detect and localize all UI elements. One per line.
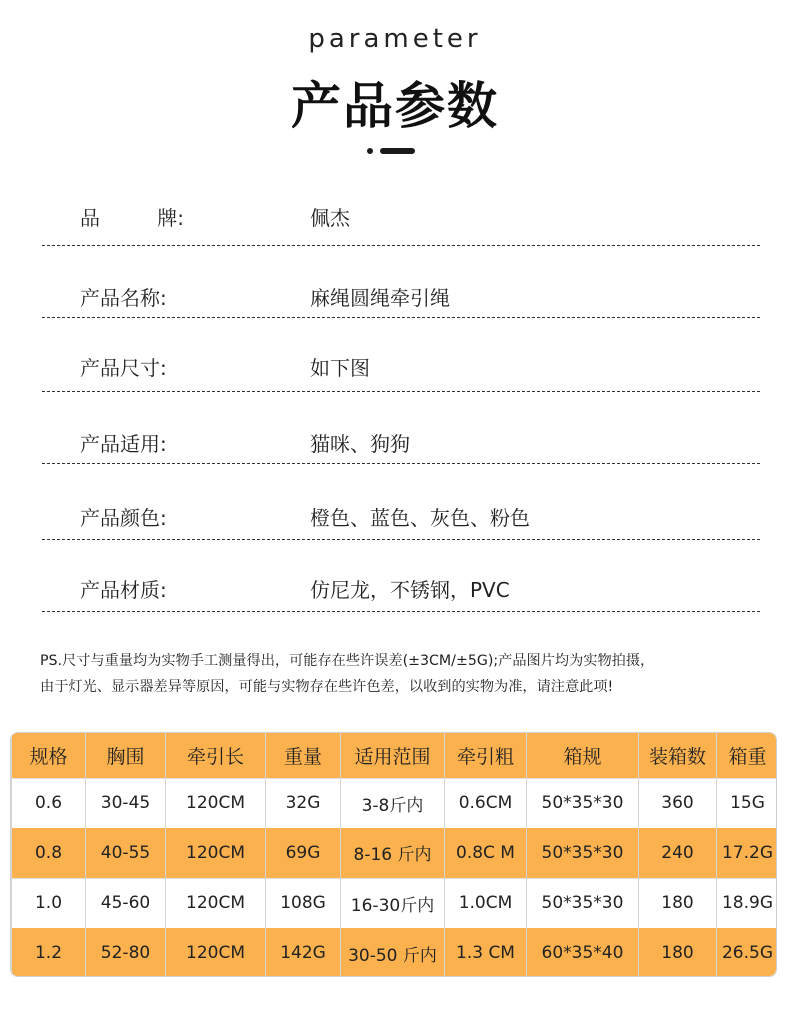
table-header-cell: 牵引粗 [445,733,527,778]
table-row [12,878,778,928]
param-label: 产品名称: [80,286,167,310]
table-header-cell: 重量 [266,733,341,778]
table-cell: 0.6 [12,778,86,828]
page-subtitle: parameter [308,24,482,54]
table-header-cell: 牵引长 [166,733,266,778]
param-row-color [42,464,760,540]
table-header-cell: 箱重 [717,733,778,778]
table-cell: 17.2G [717,828,778,878]
table-cell: 32G [266,778,341,828]
table-cell: 120CM [166,828,266,878]
table-cell: 120CM [166,878,266,928]
param-row-usage [42,392,760,464]
param-row-brand [42,172,760,246]
param-value: 猫咪、狗狗 [310,432,410,456]
page-title: 产品参数 [291,77,499,135]
table-header-cell: 规格 [12,733,86,778]
table-cell: 18.9G [717,878,778,928]
table-cell: 360 [639,778,717,828]
param-label: 产品适用: [80,432,167,456]
param-label-part: 品 [80,206,100,230]
table-cell: 50*35*30 [527,778,639,828]
table-cell: 180 [639,928,717,977]
param-label: 产品颜色: [80,506,167,530]
table-header-row [12,733,778,778]
table-cell: 1.0CM [445,878,527,928]
param-label [80,202,184,231]
table-cell: 50*35*30 [527,878,639,928]
param-row-name [42,246,760,318]
table-cell: 60*35*40 [527,928,639,977]
param-label-part: 牌: [157,206,184,230]
table-row [12,828,778,878]
table-cell: 16-30斤内 [341,878,445,928]
table-cell: 69G [266,828,341,878]
table-cell: 142G [266,928,341,977]
table-cell: 0.8 [12,828,86,878]
param-value: 佩杰 [310,206,350,230]
table-row [12,928,778,977]
param-label: 产品尺寸: [80,356,167,380]
table-cell: 30-50 斤内 [341,928,445,977]
param-row-material [42,540,760,612]
title-decoration [367,148,417,154]
table-cell: 0.6CM [445,778,527,828]
table-cell: 8-16 斤内 [341,828,445,878]
table-header-cell: 箱规 [527,733,639,778]
table-cell: 15G [717,778,778,828]
parameter-list [42,172,760,612]
param-value: 麻绳圆绳牵引绳 [310,286,450,310]
table-cell: 1.0 [12,878,86,928]
table-cell: 1.2 [12,928,86,977]
table-header-cell: 装箱数 [639,733,717,778]
table-cell: 180 [639,878,717,928]
table-cell: 0.8C M [445,828,527,878]
table-cell: 108G [266,878,341,928]
table-cell: 40-55 [86,828,166,878]
table-cell: 30-45 [86,778,166,828]
note-line: PS.尺寸与重量均为实物手工测量得出，可能存在些许误差(±3CM/±5G);产品图片均为实物拍摄， [40,653,655,669]
table-cell: 26.5G [717,928,778,977]
table-cell: 3-8斤内 [341,778,445,828]
param-value: 如下图 [310,356,370,380]
note-line: 由于灯光、显示器差异等原因，可能与实物存在些许色差，以收到的实物为准，请注意此项! [40,679,614,695]
spec-table [10,732,777,977]
param-label: 产品材质: [80,578,167,602]
param-value: 仿尼龙，不锈钢，PVC [310,578,510,602]
table-cell: 240 [639,828,717,878]
decoration-dot [367,148,373,154]
table-cell: 1.3 CM [445,928,527,977]
disclaimer-note [40,648,770,700]
param-row-size [42,318,760,392]
table-cell: 45-60 [86,878,166,928]
table-header-cell: 适用范围 [341,733,445,778]
param-value: 橙色、蓝色、灰色、粉色 [310,506,530,530]
table-cell: 50*35*30 [527,828,639,878]
table-cell: 120CM [166,778,266,828]
table-row [12,778,778,828]
table-cell: 120CM [166,928,266,977]
decoration-bar [380,148,415,154]
table-header-cell: 胸围 [86,733,166,778]
table-cell: 52-80 [86,928,166,977]
